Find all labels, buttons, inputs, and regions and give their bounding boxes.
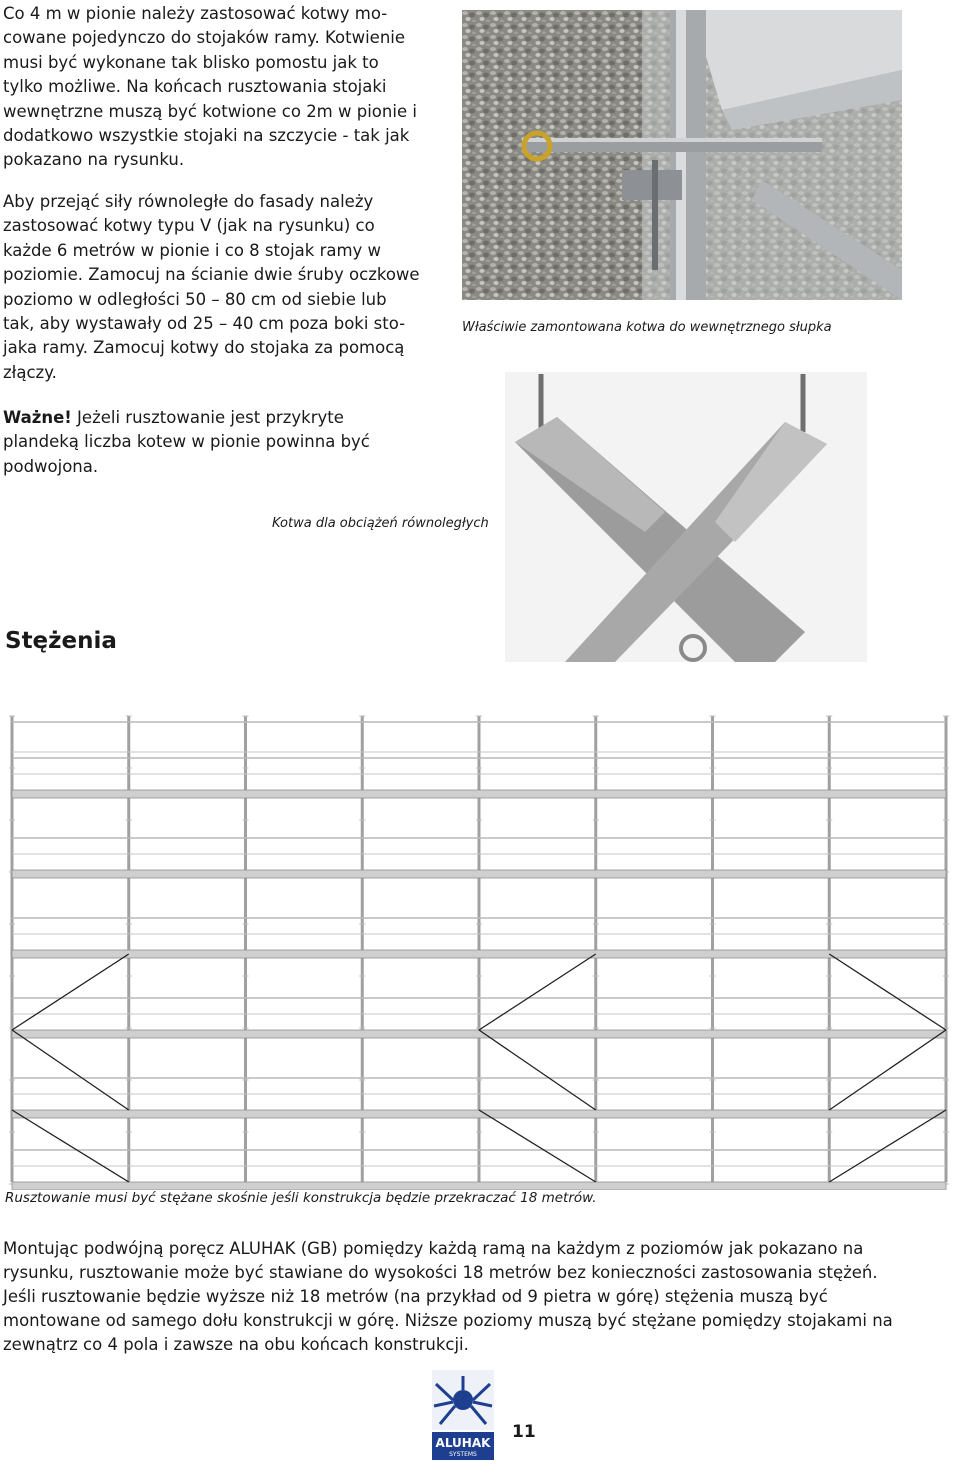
page-number: 11	[512, 1422, 536, 1442]
anchoring-paragraph	[3, 2, 448, 173]
parallel-anchor-image	[505, 372, 867, 662]
scaffold-platform	[12, 950, 946, 958]
parallel-forces-line-6: tak, aby wystawały od 25 – 40 cm poza boki sto-	[3, 314, 406, 334]
anchor-photo	[462, 10, 902, 300]
parallel-forces-line-1: Aby przejąć siły równoległe do fasady należy	[3, 192, 374, 211]
diagonal-brace	[479, 1110, 596, 1182]
logo-text: ALUHAK	[435, 1436, 491, 1450]
parallel-forces-paragraph	[3, 190, 448, 385]
anchoring-line-7: pokazano na rysunku.	[3, 150, 185, 170]
bracing-caption: Rusztowanie musi być stężane skośnie jeśli konstrukcja będzie przekraczać 18 metrów.	[5, 1190, 597, 1206]
parallel-forces-line-2: zastosować kotwy typu V (jak na rysunku) co	[3, 216, 375, 236]
important-line-3: podwojona.	[3, 456, 99, 476]
scaffold-platform	[12, 1182, 946, 1190]
anchoring-line-6: dodatkowo wszystkie stojaki na szczycie - tak jak	[3, 126, 410, 146]
photo-anchor-caption: Właściwie zamontowana kotwa do wewnętrznego słupka	[462, 320, 832, 335]
v-anchor-drawing	[505, 372, 867, 662]
anchoring-line-2: cowane pojedynczo do stojaków ramy. Kotwienie	[3, 28, 406, 48]
scaffold-platform	[12, 790, 946, 798]
important-label: Ważne!	[3, 408, 72, 427]
important-note	[3, 406, 448, 479]
bottom-line-4: montowane od samego dołu konstrukcji w górę. Niższe poziomy muszą być stężane pomiędzy stojakami na	[3, 1311, 893, 1330]
bottom-line-2: rysunku, rusztowanie może być stawiane do wysokości 18 metrów bez konieczności zastosowania stężeń.	[3, 1263, 878, 1282]
anchoring-line-3: musi być wykonane tak blisko pomostu jak to	[3, 52, 379, 72]
important-line-2: plandeką liczba kotew w pionie powinna być	[3, 432, 370, 452]
aluhak-logo	[428, 1366, 498, 1464]
bottom-line-1: Montując podwójną poręcz ALUHAK (GB) pomiędzy każdą ramą na każdym z poziomów jak pokazano na	[3, 1239, 864, 1258]
diagonal-brace	[12, 1110, 129, 1182]
anchoring-line-4: tylko możliwe. Na końcach rusztowania stojaki	[3, 77, 387, 97]
section-heading: Stężenia	[5, 628, 117, 654]
important-line-1: Jeżeli rusztowanie jest przykryte	[71, 408, 344, 427]
bottom-line-5: zewnątrz co 4 pola i zawsze na obu końcach konstrukcji.	[3, 1335, 469, 1354]
diagonal-brace	[479, 1030, 596, 1110]
bottom-paragraph	[3, 1237, 953, 1357]
diagonal-brace	[12, 954, 129, 1030]
bottom-line-3: Jeśli rusztowanie będzie wyższe niż 18 metrów (na przykład od 9 pietra w górę) stężenia muszą być	[3, 1287, 828, 1306]
diagonal-brace	[829, 1030, 946, 1110]
parallel-forces-line-7: jaka ramy. Zamocuj kotwy do stojaka za pomocą	[3, 338, 405, 358]
diagonal-brace	[829, 954, 946, 1030]
anchoring-line-5: wewnętrzne muszą być kotwione co 2m w pionie i	[3, 101, 417, 121]
scaffold-elevation	[0, 682, 960, 1190]
anchor-photo-drawing	[462, 10, 902, 300]
diagonal-brace	[12, 1030, 129, 1110]
scaffold-platform	[12, 1030, 946, 1038]
parallel-forces-line-5: poziomo w odległości 50 – 80 cm od siebie lub	[3, 289, 387, 309]
diagonal-brace	[479, 954, 596, 1030]
parallel-forces-line-8: złączy.	[3, 362, 57, 382]
parallel-forces-line-4: poziomie. Zamocuj na ścianie dwie śruby oczkowe	[3, 265, 420, 285]
logo-subtext: SYSTEMS	[449, 1451, 477, 1458]
anchoring-line-1: Co 4 m w pionie należy zastosować kotwy mo-	[3, 4, 388, 23]
diagonal-brace	[829, 1110, 946, 1182]
bracing-drawing	[0, 682, 960, 1190]
scaffold-platform	[12, 1110, 946, 1118]
parallel-anchor-caption: Kotwa dla obciążeń równoległych	[272, 516, 489, 531]
parallel-forces-line-3: każde 6 metrów w pionie i co 8 stojak ramy w	[3, 240, 382, 260]
scaffold-platform	[12, 870, 946, 878]
